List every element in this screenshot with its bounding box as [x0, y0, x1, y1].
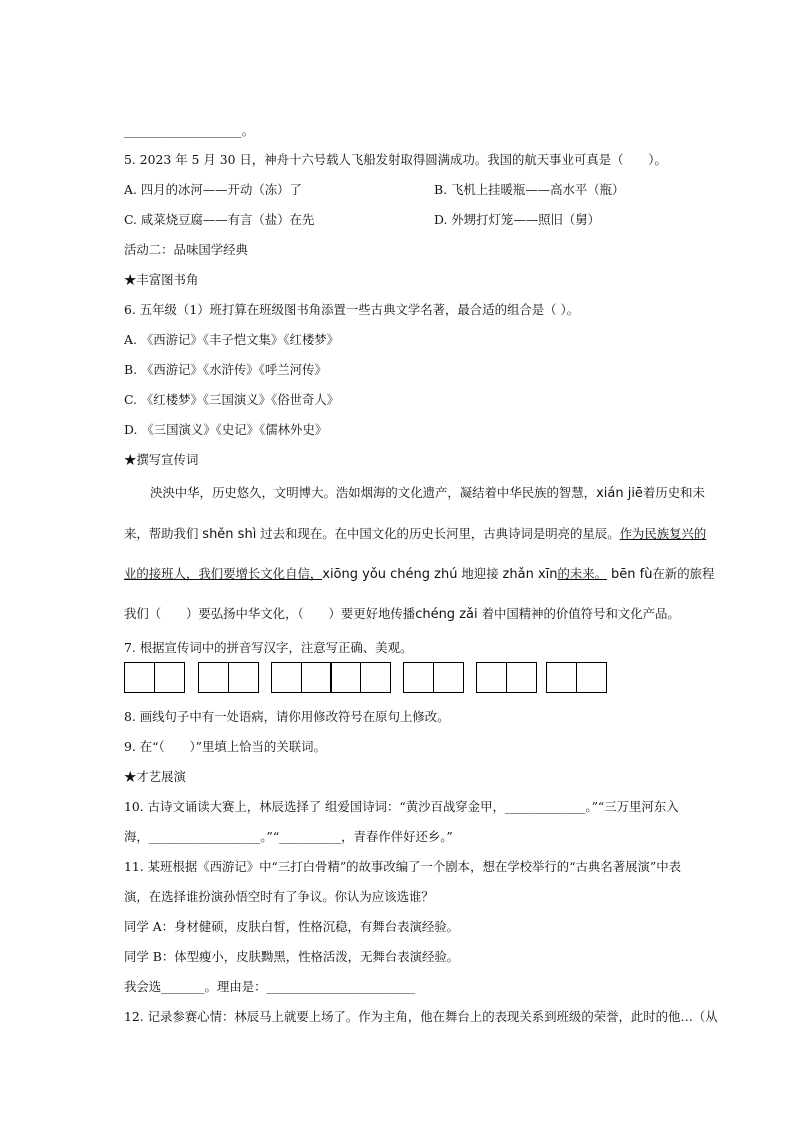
grid-cell[interactable]: [271, 662, 302, 693]
grid-cell[interactable]: [330, 662, 361, 693]
passage-text: 在新的旅程: [652, 566, 715, 581]
passage-text: 泱泱中华，历史悠久，文明博大。浩如烟海的文化遗产，凝结着中华民族的智慧，: [150, 485, 597, 500]
q7-stem: 7. 根据宣传词中的拼音写汉字，注意写正确、美观。: [124, 640, 413, 655]
section-library: ★丰富图书角: [124, 272, 199, 287]
grid-cell[interactable]: [124, 662, 155, 693]
q6-stem: 6. 五年级（1）班打算在班级图书角添置一些古典文学名著，最合适的组合是（ ）。: [124, 302, 580, 317]
passage-text: 着中国精神的价值符号和文化产品。: [481, 606, 680, 621]
q9-stem: 9. 在“（ ）”里填上恰当的关联词。: [124, 739, 326, 754]
passage-text: 地迎接: [461, 566, 499, 581]
q6-option-c: C. 《红楼梦》《三国演义》《俗世奇人》: [124, 392, 340, 407]
q8-stem: 8. 画线句子中有一处语病，请你用修改符号在原句上修改。: [124, 709, 450, 724]
underlined-sentence: 业的接班人，我们要增长文化自信，: [124, 566, 323, 581]
grid-cell[interactable]: [198, 662, 229, 693]
section-talent: ★才艺展演: [124, 769, 186, 784]
grid-cell[interactable]: [228, 662, 259, 693]
answer-grid-1[interactable]: [124, 662, 185, 693]
passage-line-1: [150, 483, 750, 501]
grid-cell[interactable]: [476, 662, 507, 693]
grid-cell[interactable]: [360, 662, 391, 693]
pinyin-xiongyouchengzhu: xiōng yǒu chéng zhú: [322, 567, 458, 582]
grid-cell[interactable]: [154, 662, 185, 693]
passage-text: 着历史和未: [642, 485, 705, 500]
pinyin-xianjie: xián jiē: [596, 486, 643, 501]
q11-line-2: 演，在选择谁扮演孙悟空时有了争议。你认为应该选谁？: [124, 889, 434, 904]
pinyin-zhanxin: zhǎn xīn: [502, 567, 558, 582]
underlined-sentence: 的未来。: [557, 566, 608, 581]
q11-student-b: 同学 B：体型瘦小，皮肤黝黑，性格活泼，无舞台表演经验。: [124, 949, 460, 964]
q5-option-c: C. 咸菜烧豆腐——有言（盐）在先: [124, 212, 315, 227]
q11-student-a: 同学 A：身材健硕，皮肤白皙，性格沉稳，有舞台表演经验。: [124, 919, 460, 934]
pinyin-chengzai: chéng zǎi: [415, 607, 478, 622]
passage-text: 我们（ ）要弘扬中华文化，（ ）要更好地传播: [124, 606, 416, 621]
q11-choice-line: 我会选_______。理由是：________________________: [124, 979, 416, 994]
q6-option-b: B. 《西游记》《水浒传》《呼兰河传》: [124, 362, 327, 377]
q5-stem: 5. 2023 年 5 月 30 日，神舟十六号载人飞船发射取得圆满成功。我国的航天事业可真是（ ）。: [124, 152, 667, 167]
q11-line-1: 11. 某班根据《西游记》中“三打白骨精”的故事改编了一个剧本，想在学校举行的“古典名著展演”中表: [124, 859, 681, 874]
top-answer-blank: ___________________。: [124, 123, 255, 138]
passage-line-2: [124, 524, 750, 542]
q6-option-a: A. 《西游记》《丰子恺文集》《红楼梦》: [124, 332, 340, 347]
q5-option-a: A. 四月的冰河——开动（冻）了: [124, 182, 302, 197]
passage-line-4: [124, 604, 750, 622]
activity2-heading: 活动二：品味国学经典: [124, 242, 248, 257]
grid-cell[interactable]: [403, 662, 434, 693]
grid-cell[interactable]: [576, 662, 607, 693]
grid-cell[interactable]: [506, 662, 537, 693]
grid-cell[interactable]: [546, 662, 577, 693]
section-slogan: ★撰写宣传词: [124, 452, 199, 467]
pinyin-benfu: bēn fù: [611, 567, 653, 582]
passage-text: 来，帮助我们: [124, 526, 199, 541]
answer-grid-6[interactable]: [546, 662, 607, 693]
q10-line-2: 海，__________________。”“__________，青春作伴好还乡。”: [124, 829, 453, 844]
q5-option-b: B. 飞机上挂暖瓶——高水平（瓶）: [434, 182, 625, 197]
pinyin-shenshi: shěn shì: [202, 527, 257, 542]
grid-cell[interactable]: [433, 662, 464, 693]
grid-cell[interactable]: [301, 662, 332, 693]
answer-grid-2[interactable]: [198, 662, 259, 693]
underlined-sentence: 作为民族复兴的: [619, 526, 707, 541]
answer-grid-4[interactable]: [403, 662, 464, 693]
answer-grid-3[interactable]: [271, 662, 391, 693]
passage-line-3: [124, 564, 750, 582]
q12-stem: 12. 记录参赛心情：林辰马上就要上场了。作为主角，他在舞台上的表现关系到班级的荣誉，此时的他…（从: [124, 1009, 718, 1024]
passage-text: 过去和现在。在中国文化的历史长河里，古典诗词是明亮的星辰。: [260, 526, 620, 541]
q5-option-d: D. 外甥打灯笼——照旧（舅）: [434, 212, 601, 227]
q10-line-1: 10. 古诗文诵读大赛上，林辰选择了 组爱国诗词：“黄沙百战穿金甲，_____________。”“三万里河东入: [124, 799, 679, 814]
q6-option-d: D. 《三国演义》《史记》《儒林外史》: [124, 422, 328, 437]
answer-grid-5[interactable]: [476, 662, 537, 693]
